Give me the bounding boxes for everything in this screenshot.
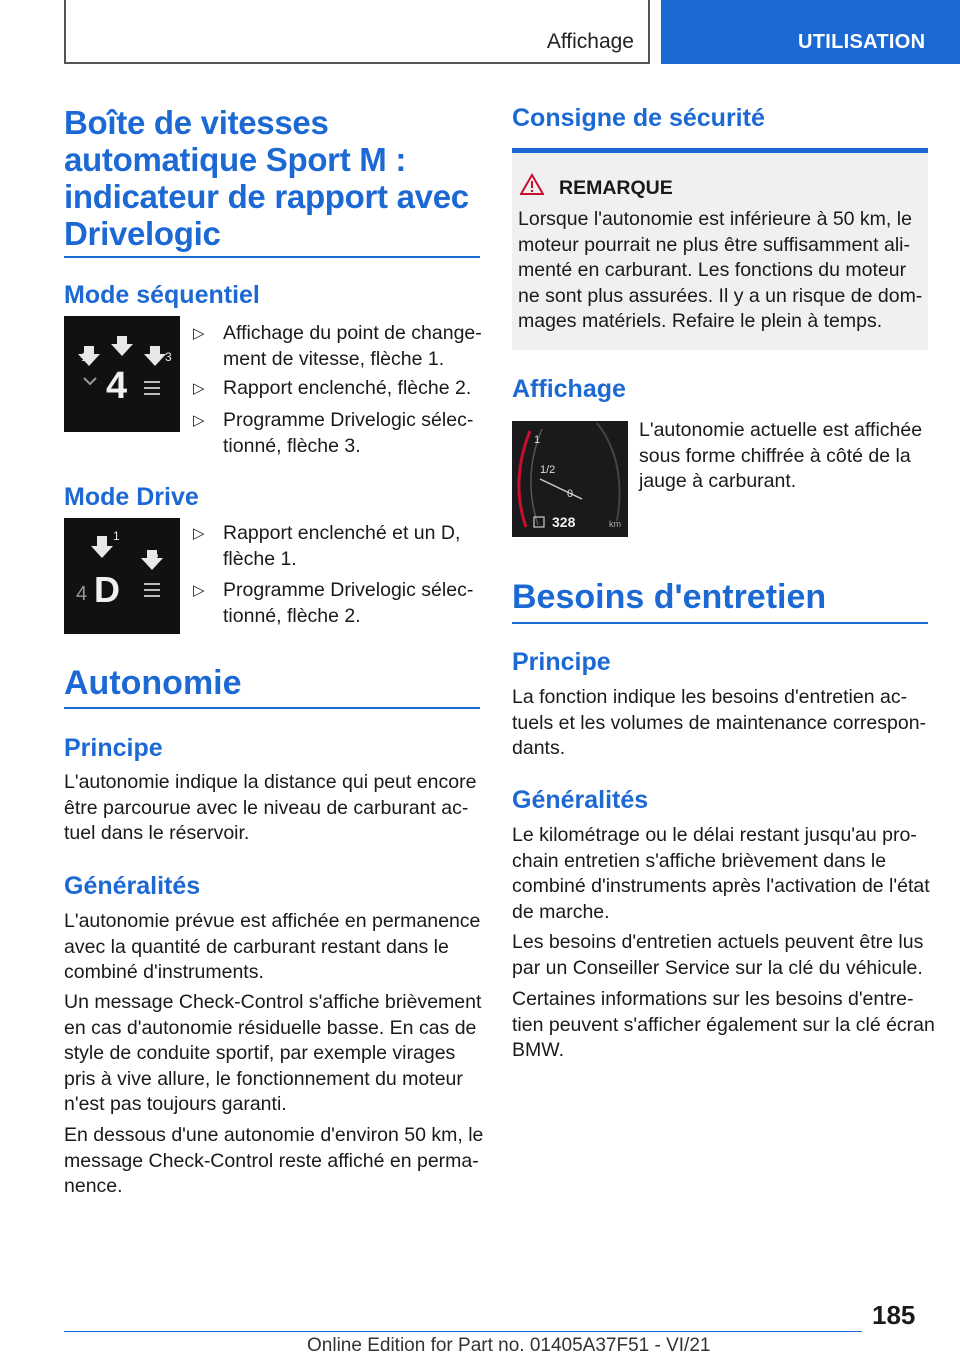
text-line: tuel dans le réservoir. [64,822,250,844]
bullet-text-line: ment de vitesse, flèche 1. [223,347,445,370]
arrow-1-icon [91,536,113,558]
text-line: BMW. [512,1039,564,1061]
bullet-text-line: Programme Drivelogic sélec- [223,409,474,431]
drive-mode-graphic [64,518,180,634]
text-line: être parcourue avec le niveau de carburant ac- [64,796,469,819]
besoins-generalites-title: Généralités [512,786,649,814]
drivelogic-icon [144,584,160,596]
seq-mode-title: Mode séquentiel [64,281,260,309]
bullet-text-line: Affichage du point de change- [223,322,482,344]
gauge-arc [519,431,530,527]
triangle-bullet-icon: ▷ [193,412,205,429]
text-line: L'autonomie indique la distance qui peut encore [64,771,477,793]
range-value: 328 [552,514,576,530]
text-line: menté en carburant. Les fonctions du moteur [518,259,907,281]
bullet-text-line: flèche 1. [223,547,297,570]
affichage-title: Affichage [512,375,626,403]
footer-edition: Online Edition for Part no. 01405A37F51 - VI/21 [307,1335,711,1356]
triangle-bullet-icon: ▷ [193,325,205,342]
text-line: en cas d'autonomie résiduelle basse. En cas de [64,1016,477,1039]
text-line: mages matériels. Refaire le plein à temps. [518,310,883,332]
text-line: moteur pourrait ne plus être suffisamment ali- [518,233,910,256]
text-line: nence. [64,1175,123,1197]
arrow-1-label: 1 [81,350,88,364]
gauge-mark-empty: 0 [567,488,574,500]
remarque-box [512,148,928,350]
arrow-3-icon [144,346,166,366]
besoins-generalites-para-3 [512,987,935,1064]
drivelogic-icon [144,382,160,394]
text-line: chain entretien s'affiche brièvement dans le [512,849,887,872]
text-line: avec la quantité de carburant restant dans le [64,935,449,958]
gear-number: 4 [106,365,128,407]
remarque-label: REMARQUE [559,177,673,199]
text-line: dants. [512,737,566,759]
drive-mode-image [64,518,180,634]
generalites-para-1 [64,909,480,986]
gauge-needle [540,479,582,499]
principe-title: Principe [64,734,163,762]
text-line: message Check-Control reste affiché en perma- [64,1149,479,1172]
text-line: par un Conseiller Service sur la clé du véhicule. [512,956,923,979]
fuel-gauge-graphic [512,421,628,537]
text-line: tuels et les volumes de maintenance correspon- [512,711,927,734]
page-number: 185 [872,1300,916,1330]
seq-mode-graphic [64,316,180,432]
text-line: En dessous d'une autonomie d'environ 50 km, le [64,1124,484,1146]
autonomie-title: Autonomie [64,664,242,702]
triangle-bullet-icon: ▷ [193,380,205,397]
text-line: Les besoins d'entretien actuels peuvent être lus [512,931,924,953]
besoins-generalites-para-1 [512,823,930,925]
text-line: combiné d'instruments après l'activation de l'état [512,875,930,897]
bullet-text-line: Programme Drivelogic sélec- [223,579,474,601]
chevron-down-icon [84,378,96,384]
header-section-box [64,0,650,64]
header-section-title: Affichage [546,30,634,53]
text-line: style de conduite sportif, par exemple virages [64,1042,456,1064]
header-chapter-label: UTILISATION [798,31,926,53]
triangle-bullet-icon: ▷ [193,582,205,599]
seq-mode-image [64,316,180,432]
text-line: pris à vive allure, le fonctionnement du moteur [64,1067,463,1090]
bullet-text-line: Rapport enclenché et un D, [223,522,461,544]
arrow-3-label: 3 [165,350,172,364]
gearbox-heading-line: Boîte de vitesses [64,104,329,141]
text-line: Le kilométrage ou le délai restant jusqu'au pro- [512,824,917,846]
text-line: La fonction indique les besoins d'entretien ac- [512,686,908,708]
generalites-para-2 [64,990,481,1118]
generalites-para-3 [64,1123,483,1200]
principe-text [64,770,476,847]
gear-letter: D [94,569,120,610]
triangle-bullet-icon: ▷ [193,525,205,542]
text-line: Un message Check-Control s'affiche brièvement [64,991,482,1013]
text-line: de marche. [512,900,610,923]
range-unit: km [609,519,621,529]
text-line: tien peuvent s'afficher également sur la clé écran [512,1013,935,1036]
text-line: jauge à carburant. [639,470,797,492]
arrow-2-label: 2 [152,551,159,565]
besoins-rule [512,622,928,624]
fuel-gauge-image [512,421,628,537]
autonomie-rule [64,707,480,709]
securite-title: Consigne de sécurité [512,104,765,132]
gearbox-heading-line: indicateur de rapport avec [64,178,469,215]
heading-rule [64,256,480,258]
remarque-text [518,207,922,335]
arrow-1-label: 1 [113,529,120,543]
text-line: L'autonomie actuelle est affichée [639,419,923,441]
besoins-principe-text [512,685,926,762]
besoins-principe-title: Principe [512,648,611,676]
gauge-mark-half: 1/2 [540,464,556,476]
arrow-2-label: 2 [120,335,127,349]
drive-mode-title: Mode Drive [64,483,199,511]
bullet-text-line: Rapport enclenché, flèche 2. [223,377,472,399]
bullet-text-line: tionné, flèche 2. [223,604,361,627]
gear-small: 4 [76,583,88,605]
text-line: ne sont plus assurées. Il y a un risque de dom- [518,284,923,307]
warning-triangle-icon [520,173,544,195]
gauge-mark-full: 1 [534,434,541,446]
gearbox-heading-line: automatique Sport M : [64,141,407,178]
text-line: L'autonomie prévue est affichée en permanence [64,910,481,932]
besoins-generalites-para-2 [512,930,923,981]
bullet-text-line: tionné, flèche 3. [223,434,361,457]
gearbox-heading-line: Drivelogic [64,215,221,252]
header-chapter-tab[interactable] [661,0,960,64]
text-line: Lorsque l'autonomie est inférieure à 50 km, le [518,208,912,230]
text-line: Certaines informations sur les besoins d'entre- [512,988,914,1010]
affichage-text [639,418,922,495]
text-line: combiné d'instruments. [64,961,264,983]
generalites-title: Généralités [64,872,201,900]
footer-rule [64,1331,862,1332]
gearbox-heading [64,104,469,252]
text-line: n'est pas toujours garanti. [64,1093,287,1115]
text-line: sous forme chiffrée à côté de la [639,444,911,467]
besoins-title: Besoins d'entretien [512,578,827,616]
